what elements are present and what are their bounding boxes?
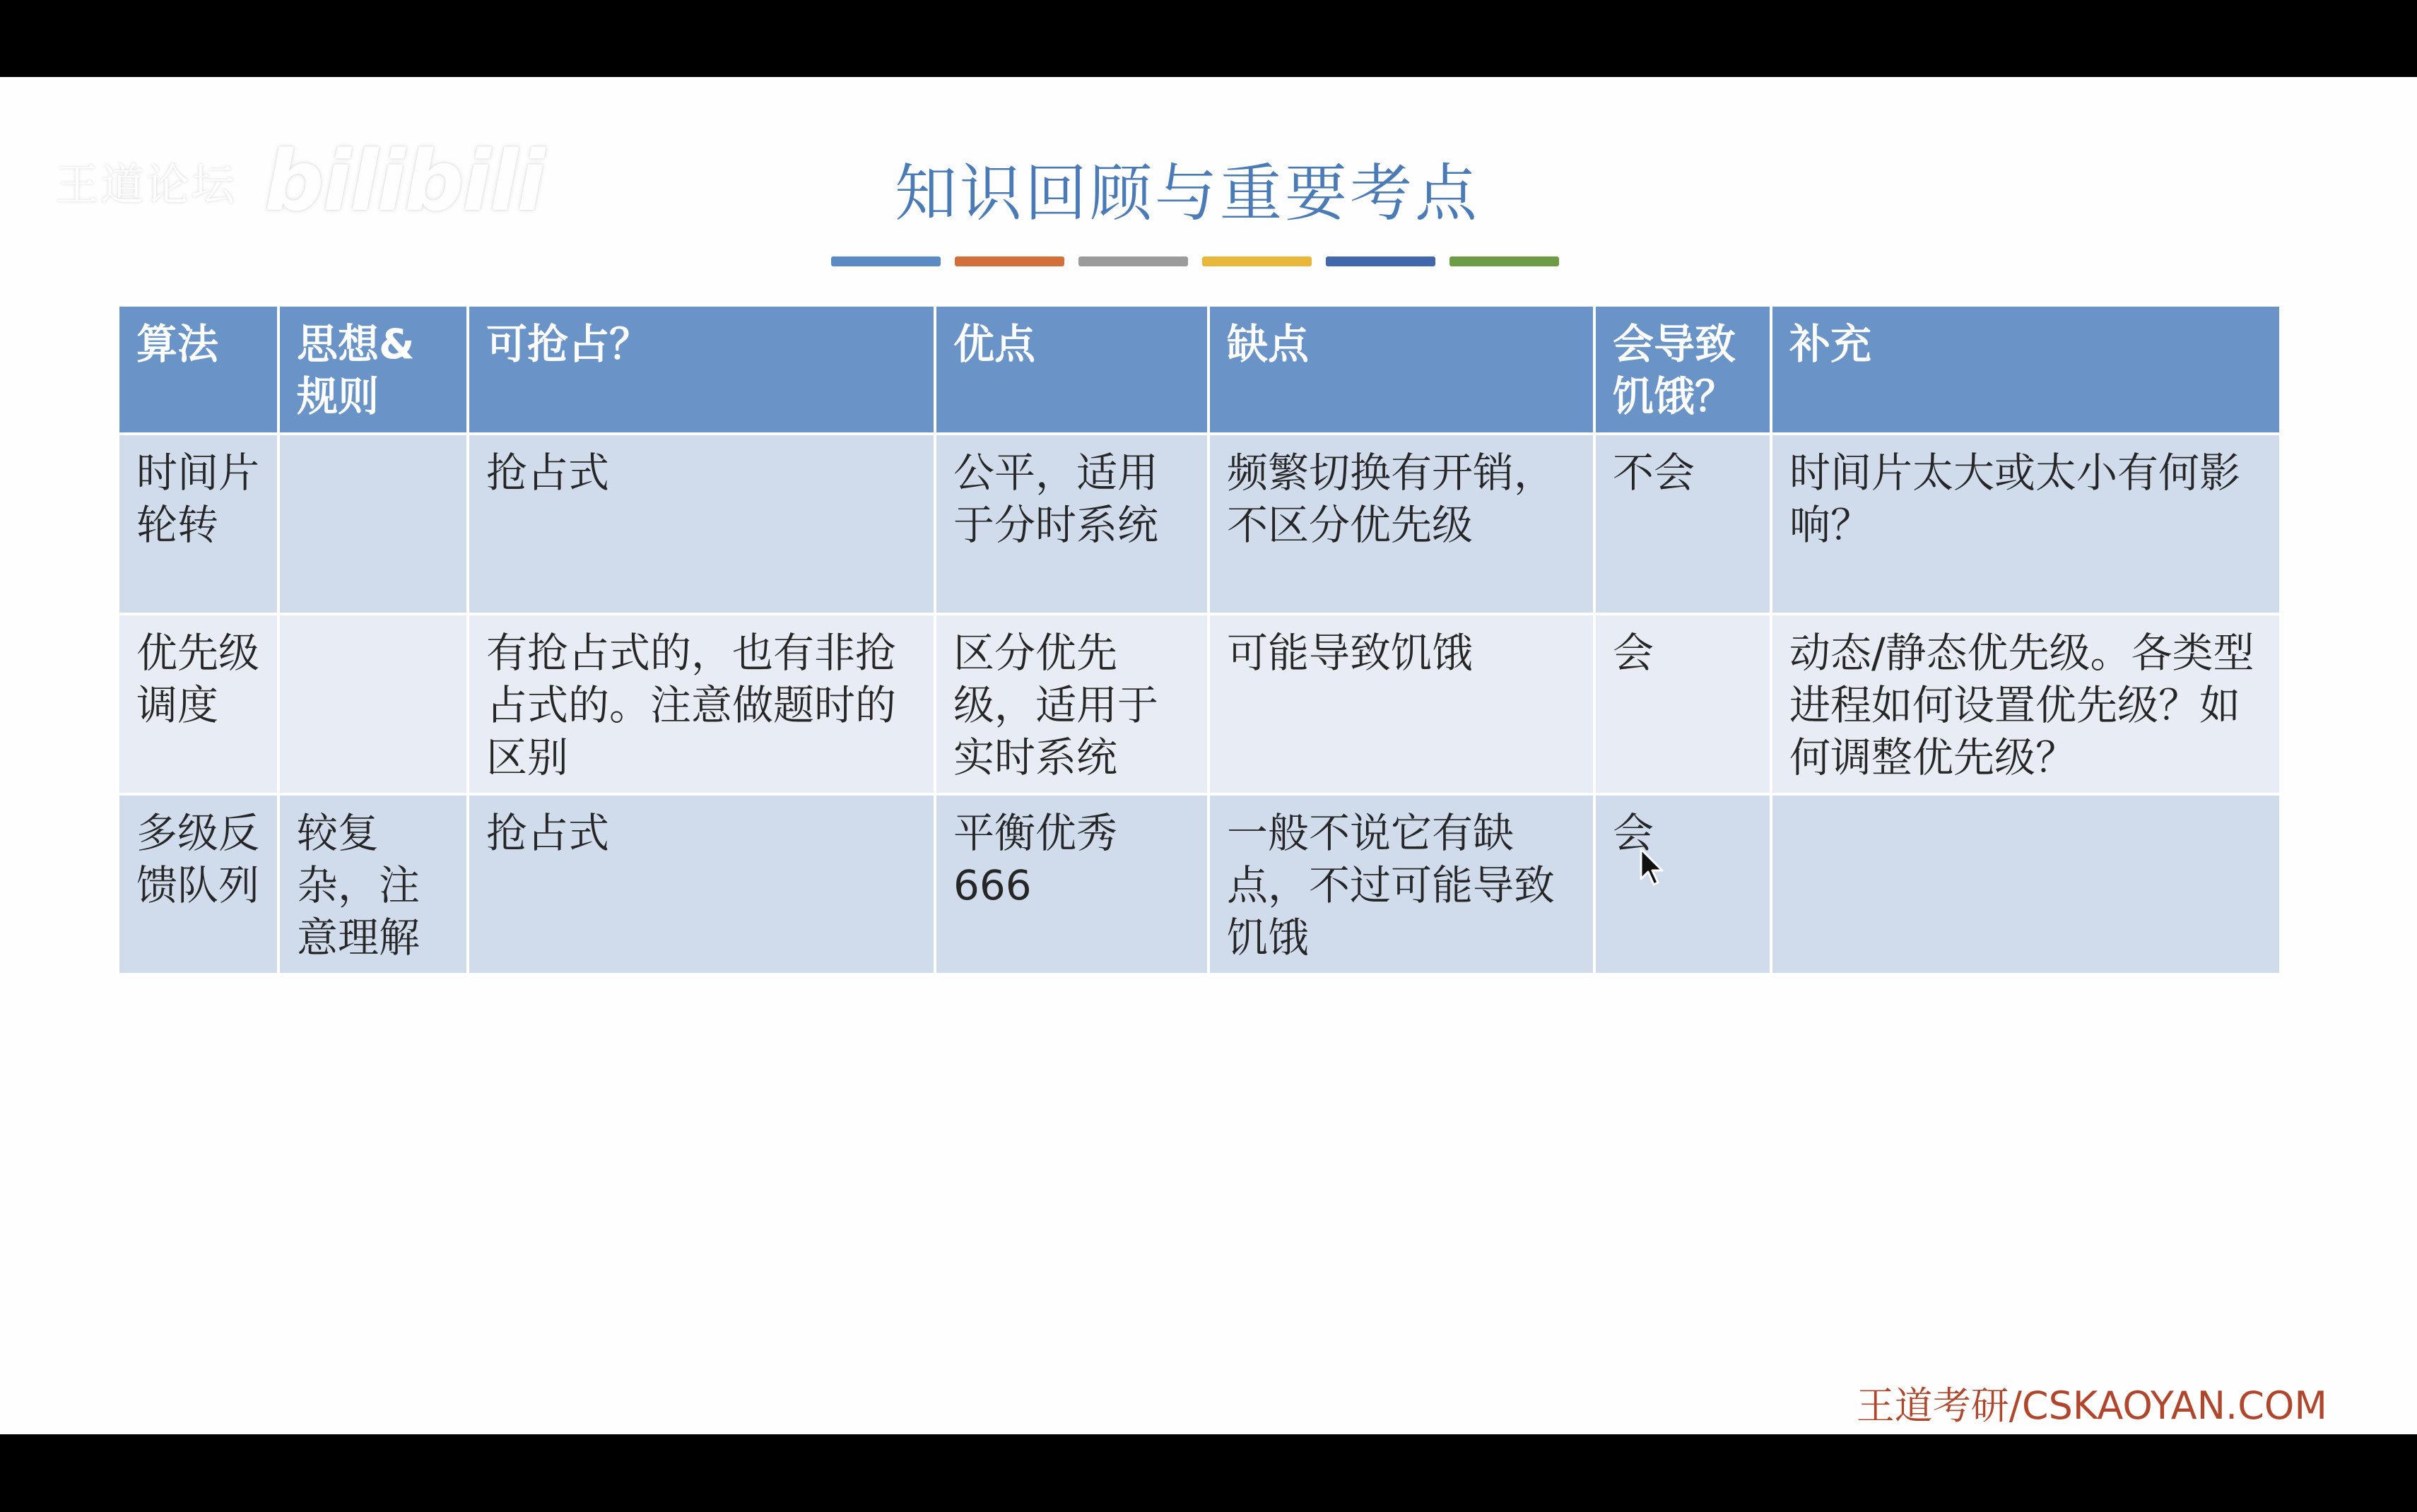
cell-algorithm: 优先级调度 [118,614,278,794]
cell-preemptive: 有抢占式的，也有非抢占式的。注意做题时的区别 [468,614,935,794]
color-segment-2 [955,256,1064,266]
bilibili-logo: bilibili [264,132,544,230]
cell-supplement [1771,794,2281,974]
color-segment-5 [1326,256,1435,266]
header-advantages: 优点 [935,305,1208,434]
table-row [118,794,2281,974]
color-segment-6 [1449,256,1559,266]
watermark-text: 王道论坛 [55,158,237,211]
cell-algorithm: 时间片轮转 [118,434,278,614]
header-starvation: 会导致饥饿？ [1594,305,1771,434]
cell-supplement: 时间片太大或太小有何影响？ [1771,434,2281,614]
header-preemptive: 可抢占？ [468,305,935,434]
cell-advantages: 平衡优秀666 [935,794,1208,974]
color-segment-3 [1078,256,1188,266]
cell-advantages: 区分优先级，适用于实时系统 [935,614,1208,794]
title-color-bar [831,256,1559,266]
header-supplement: 补充 [1771,305,2281,434]
table-row [118,614,2281,794]
cell-algorithm: 多级反馈队列 [118,794,278,974]
mouse-pointer-icon [1638,848,1666,887]
cell-preemptive: 抢占式 [468,434,935,614]
cell-disadvantages: 频繁切换有开销，不区分优先级 [1208,434,1594,614]
cell-preemptive: 抢占式 [468,794,935,974]
header-idea-rules: 思想&规则 [278,305,468,434]
cell-starvation: 不会 [1594,434,1771,614]
footer-brand: 王道考研/CSKAOYAN.COM [1856,1383,2327,1428]
cell-advantages: 公平，适用于分时系统 [935,434,1208,614]
color-segment-4 [1202,256,1312,266]
table-row [118,434,2281,614]
cell-starvation: 会 [1594,794,1771,974]
header-disadvantages: 缺点 [1208,305,1594,434]
cell-disadvantages: 可能导致饥饿 [1208,614,1594,794]
slide-title: 知识回顾与重要考点 [894,157,1480,230]
cell-starvation: 会 [1594,614,1771,794]
review-table [117,304,2282,976]
cell-disadvantages: 一般不说它有缺点，不过可能导致饥饿 [1208,794,1594,974]
cell-supplement: 动态/静态优先级。各类型进程如何设置优先级？如何调整优先级？ [1771,614,2281,794]
cell-idea-rules [278,434,468,614]
header-algorithm: 算法 [118,305,278,434]
color-segment-1 [831,256,941,266]
cell-idea-rules [278,614,468,794]
table-header-row [118,305,2281,434]
cell-idea-rules: 较复杂，注意理解 [278,794,468,974]
slide [0,77,2417,1434]
